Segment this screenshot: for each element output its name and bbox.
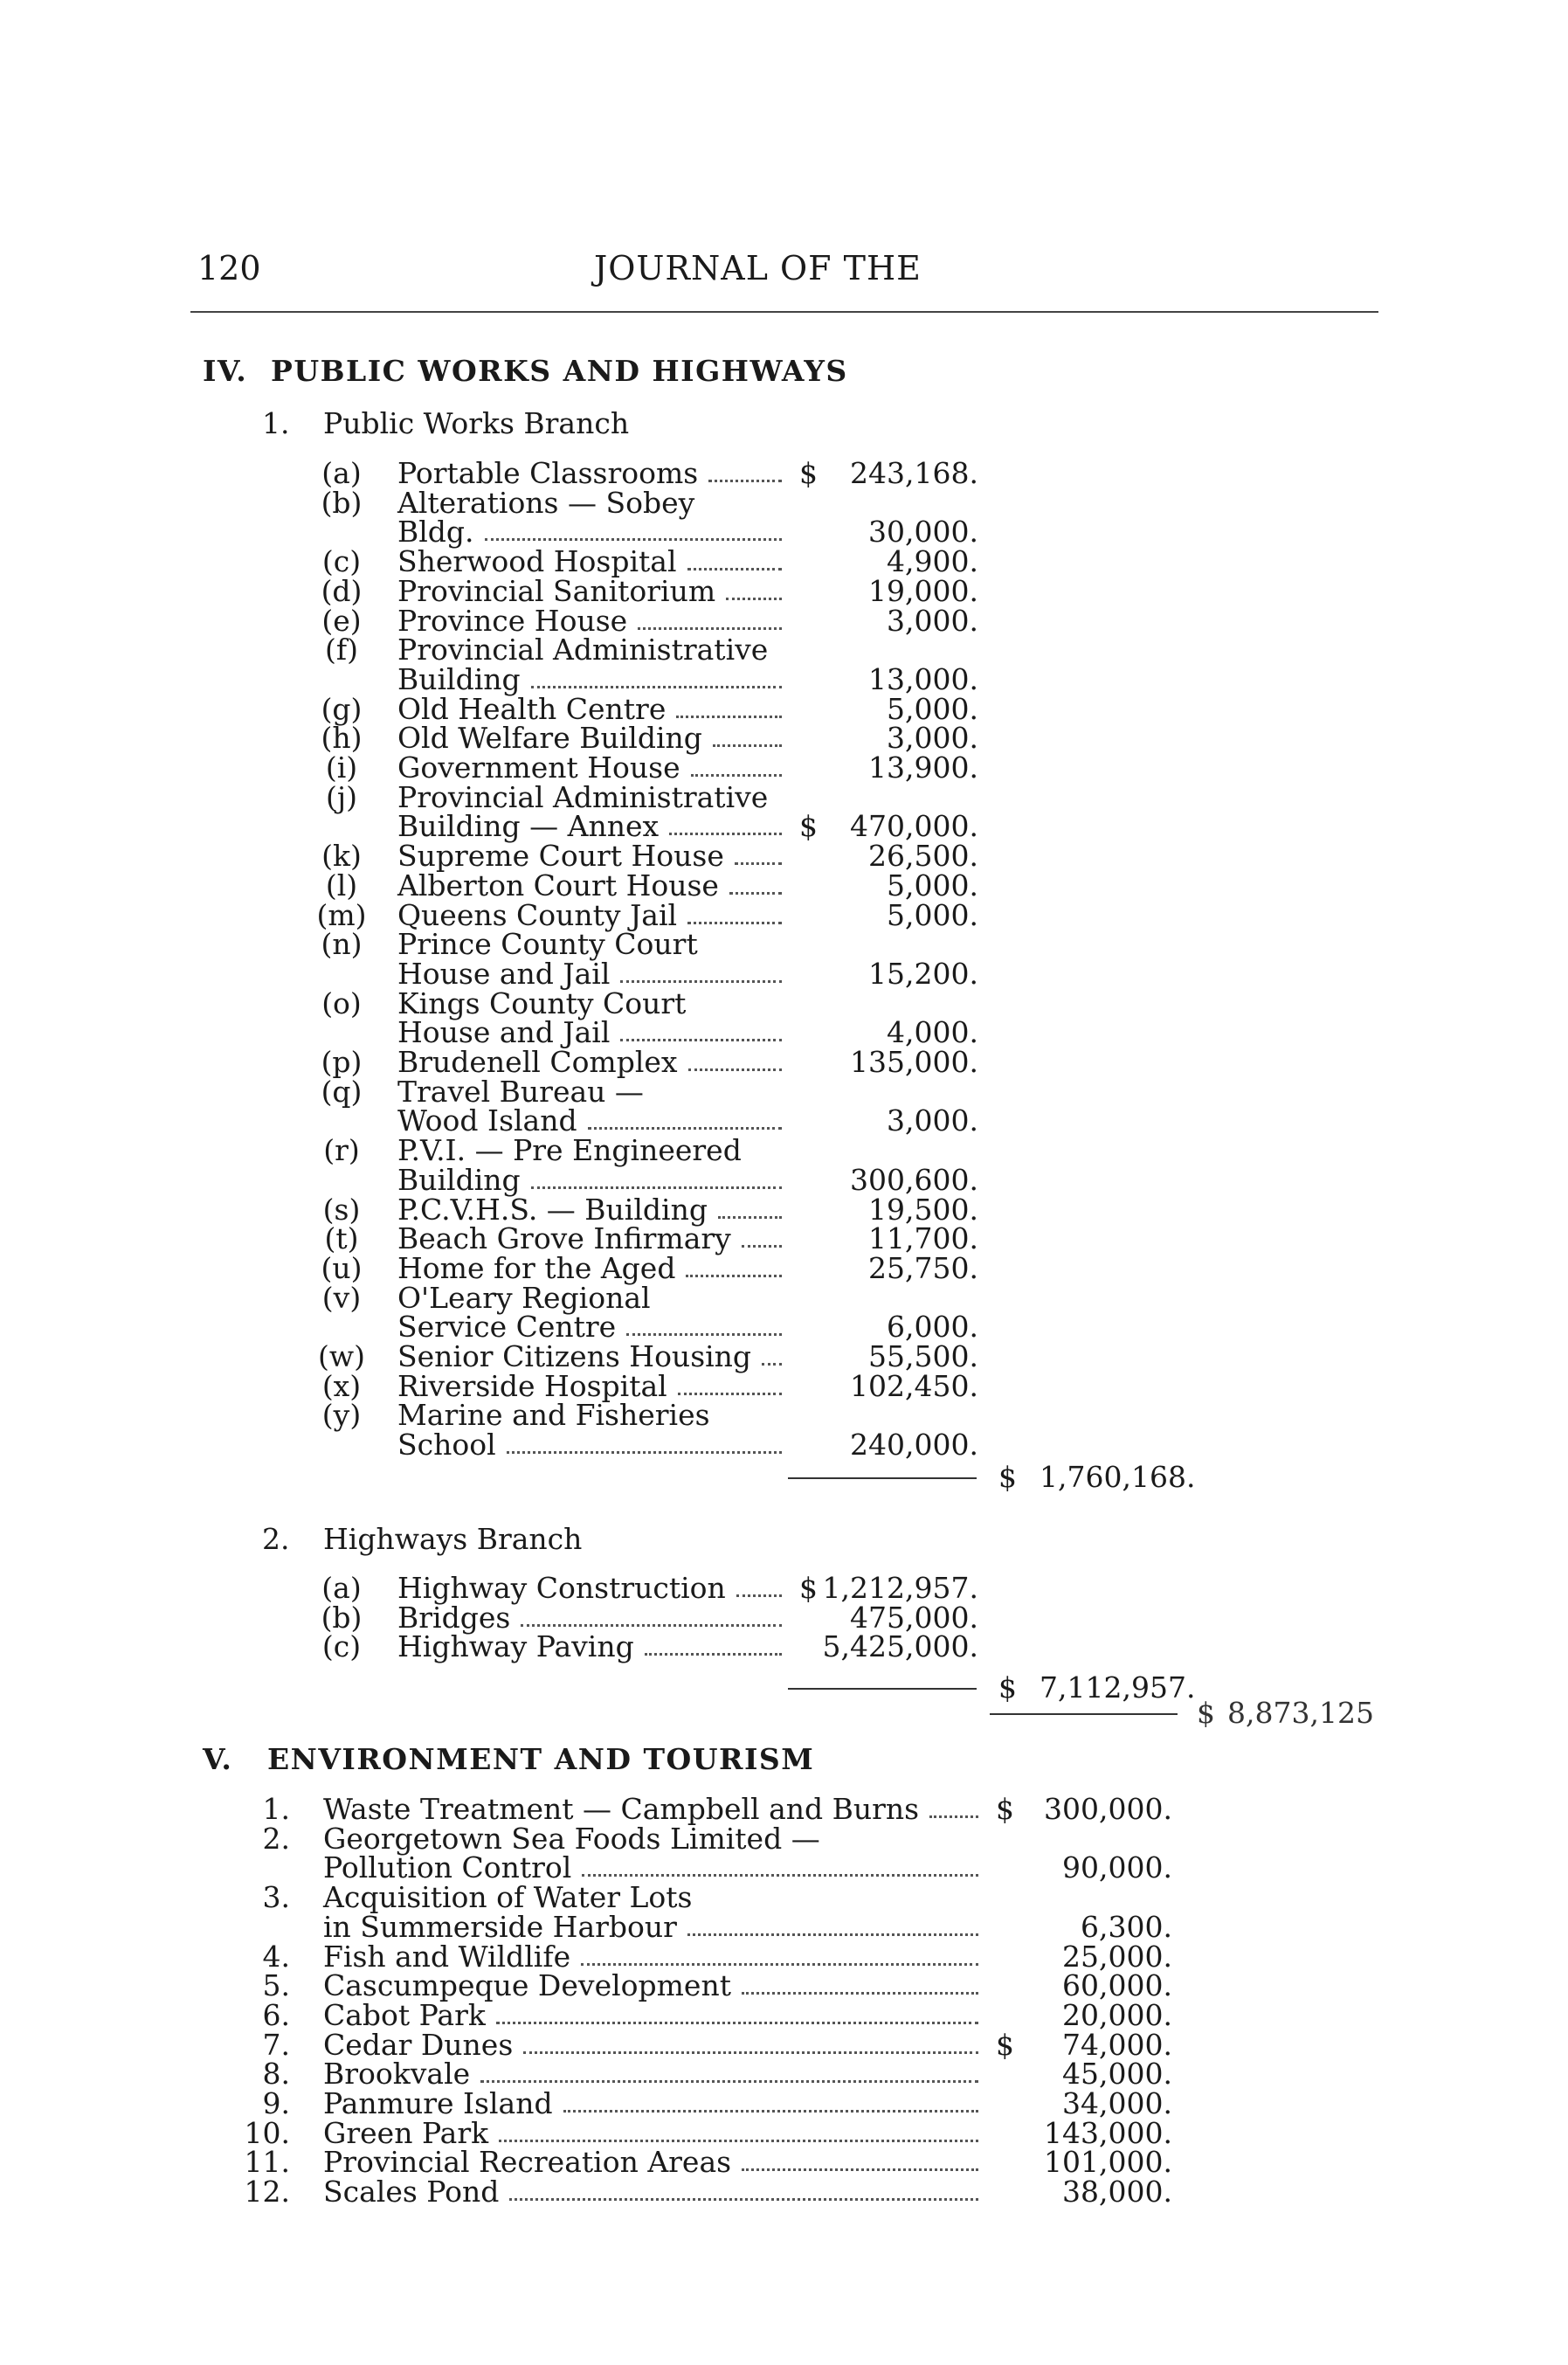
item-amount: 300,000. (1044, 1792, 1172, 1826)
item-label: (i) (325, 750, 358, 785)
dot-leader (742, 1973, 978, 1995)
dot-leader (736, 1575, 782, 1597)
item-amount: 3,000. (887, 1103, 978, 1138)
item-label: 4. (262, 1939, 290, 1974)
item-text: School (397, 1428, 496, 1463)
section-iv-total-rule (990, 1713, 1178, 1715)
item-amount: 102,450. (850, 1368, 978, 1403)
highways-total: 7,112,957. (1040, 1670, 1196, 1705)
item-label: (s) (322, 1192, 361, 1227)
item-text: Queens County Jail (397, 897, 678, 932)
item-amount: 475,000. (850, 1600, 978, 1635)
item-text: Cedar Dunes (323, 2027, 514, 2062)
dot-leader (676, 696, 782, 718)
item-amount: 300,600. (850, 1162, 978, 1197)
item-amount: 74,000. (1062, 2027, 1172, 2062)
dot-leader (686, 1255, 782, 1277)
item-amount: 34,000. (1062, 2086, 1172, 2120)
dot-leader (687, 1914, 978, 1936)
item-text: Fish and Wildlife (323, 1939, 571, 1974)
item-text: Highway Construction (397, 1571, 726, 1605)
item-label: (y) (321, 1398, 362, 1433)
dot-leader (691, 755, 782, 777)
header-rule (190, 311, 1378, 313)
item-label: (t) (324, 1221, 359, 1256)
item-text: Home for the Aged (397, 1250, 676, 1285)
item-label: (h) (321, 721, 363, 756)
item-text: Supreme Court House (397, 839, 724, 874)
item-label: (j) (326, 779, 357, 814)
item-text: Georgetown Sea Foods Limited — (323, 1821, 820, 1856)
item-amount: 3,000. (887, 603, 978, 638)
item-text: Provincial Administrative (397, 633, 769, 667)
item-amount: 6,000. (887, 1310, 978, 1345)
item-label: 11. (244, 2145, 290, 2180)
highways-title: Highways Branch (323, 1522, 583, 1556)
item-label: 10. (244, 2115, 290, 2150)
item-text: O'Leary Regional (397, 1280, 651, 1315)
item-text: Provincial Recreation Areas (323, 2145, 732, 2180)
dot-leader (742, 2149, 978, 2171)
item-amount: 243,168. (850, 456, 978, 490)
item-text: Portable Classrooms (397, 456, 699, 490)
item-text: Building (397, 661, 521, 696)
item-label: 5. (262, 1968, 290, 2003)
dot-leader (582, 1855, 978, 1877)
section-v-title: ENVIRONMENT AND TOURISM (267, 1742, 815, 1776)
dot-leader (735, 843, 782, 865)
dot-leader (687, 902, 782, 924)
item-text: Alberton Court House (397, 868, 719, 902)
item-amount: 30,000. (868, 515, 978, 550)
item-text: Bldg. (397, 515, 474, 550)
dot-leader (718, 1197, 782, 1219)
dot-leader (480, 2061, 978, 2083)
item-label: 1. (262, 1792, 290, 1826)
item-text: Alterations — Sobey (397, 485, 695, 520)
dot-leader (729, 873, 782, 895)
item-text: Riverside Hospital (397, 1368, 667, 1403)
dot-leader (563, 2091, 978, 2113)
item-text: Bridges (397, 1600, 511, 1635)
item-label: (w) (318, 1339, 365, 1373)
item-amount: 6,300. (1081, 1909, 1172, 1944)
item-amount: 55,500. (868, 1339, 978, 1373)
dot-leader (742, 1226, 782, 1248)
public-works-total-rule (788, 1477, 977, 1479)
item-label: 7. (262, 2027, 290, 2062)
dot-leader (678, 1373, 782, 1395)
dot-leader (620, 961, 782, 983)
item-label: (q) (321, 1074, 363, 1109)
section-iv-numeral: IV. (203, 354, 248, 388)
item-text: House and Jail (397, 956, 611, 991)
dot-leader (521, 1605, 782, 1627)
item-text: Highway Paving (397, 1629, 634, 1664)
item-text: Provincial Administrative (397, 779, 769, 814)
item-label: (x) (321, 1368, 362, 1403)
item-amount: 240,000. (850, 1428, 978, 1463)
item-label: (r) (323, 1133, 360, 1168)
item-text: Marine and Fisheries (397, 1398, 710, 1433)
item-text: Brudenell Complex (397, 1045, 678, 1079)
item-amount: 5,000. (887, 868, 978, 902)
item-amount: 19,000. (868, 573, 978, 608)
item-text: Beach Grove Infirmary (397, 1221, 731, 1256)
item-text: Waste Treatment — Campbell and Burns (323, 1792, 920, 1826)
dot-leader (523, 2032, 978, 2054)
section-iv-grand-total-dollar: $ (1197, 1696, 1215, 1730)
item-label: (b) (321, 485, 363, 520)
item-dollar: $ (799, 1571, 818, 1605)
section-iv-grand-total: 8,873,125 (1227, 1696, 1374, 1730)
item-text: Provincial Sanitorium (397, 573, 716, 608)
item-text: Cabot Park (323, 1997, 486, 2032)
item-text: Prince County Court (397, 927, 698, 962)
item-text: Acquisition of Water Lots (323, 1880, 693, 1915)
dot-leader (708, 460, 782, 482)
section-v-numeral: V. (203, 1742, 233, 1776)
item-text: Kings County Court (397, 985, 687, 1020)
item-amount: 135,000. (850, 1045, 978, 1079)
item-label: (u) (321, 1250, 363, 1285)
public-works-number: 1. (262, 406, 290, 440)
item-label: (e) (321, 603, 362, 638)
running-title: JOURNAL OF THE (594, 249, 922, 287)
item-amount: 25,000. (1062, 1939, 1172, 1974)
item-amount: 143,000. (1044, 2115, 1172, 2150)
item-label: (m) (316, 897, 367, 932)
dot-leader (499, 2120, 978, 2142)
item-label: 8. (262, 2057, 290, 2092)
item-label: (b) (321, 1600, 363, 1635)
dot-leader (509, 2179, 978, 2201)
item-dollar: $ (996, 2027, 1014, 2062)
item-label: (c) (321, 1629, 362, 1664)
item-text: Panmure Island (323, 2086, 553, 2120)
item-amount: 26,500. (868, 839, 978, 874)
item-text: Service Centre (397, 1310, 617, 1345)
item-amount: 90,000. (1062, 1850, 1172, 1885)
item-dollar: $ (799, 809, 818, 844)
item-dollar: $ (799, 456, 818, 490)
item-text: Government House (397, 750, 680, 785)
item-label: 12. (244, 2175, 290, 2209)
item-text: Wood Island (397, 1103, 577, 1138)
item-label: (c) (321, 544, 362, 579)
item-label: (o) (321, 985, 362, 1020)
dot-leader (687, 549, 782, 571)
item-amount: 470,000. (850, 809, 978, 844)
dot-leader (531, 667, 782, 688)
dot-leader (620, 1020, 782, 1041)
page-number: 120 (197, 249, 261, 287)
dot-leader (669, 813, 782, 835)
item-amount: 4,900. (887, 544, 978, 579)
item-label: (n) (321, 927, 363, 962)
dot-leader (531, 1167, 782, 1189)
item-text: Cascumpeque Development (323, 1968, 731, 2003)
item-label: 2. (262, 1821, 290, 1856)
item-text: in Summerside Harbour (323, 1909, 677, 1944)
dot-leader (713, 725, 782, 747)
item-text: Building (397, 1162, 521, 1197)
item-label: 9. (262, 2086, 290, 2120)
item-label: 6. (262, 1997, 290, 2032)
item-text: Brookvale (323, 2057, 471, 2092)
dot-leader (581, 1944, 978, 1966)
dot-leader (507, 1432, 782, 1454)
dot-leader (626, 1314, 782, 1336)
highways-total-dollar: $ (998, 1670, 1017, 1705)
section-iv-title: PUBLIC WORKS AND HIGHWAYS (271, 354, 848, 388)
dot-leader (638, 608, 782, 630)
item-label: (a) (321, 1571, 362, 1605)
item-text: Senior Citizens Housing (397, 1339, 752, 1373)
item-label: (k) (321, 839, 362, 874)
item-amount: 19,500. (868, 1192, 978, 1227)
highways-total-rule (788, 1688, 977, 1690)
item-text: Old Health Centre (397, 691, 667, 726)
item-label: (p) (321, 1045, 363, 1079)
item-text: Pollution Control (323, 1850, 572, 1885)
item-amount: 5,000. (887, 691, 978, 726)
item-amount: 11,700. (868, 1221, 978, 1256)
item-text: Green Park (323, 2115, 489, 2150)
item-amount: 45,000. (1062, 2057, 1172, 2092)
item-text: P.C.V.H.S. — Building (397, 1192, 708, 1227)
item-text: Travel Bureau — (397, 1074, 644, 1109)
dot-leader (688, 1049, 782, 1071)
item-amount: 13,000. (868, 661, 978, 696)
item-amount: 5,000. (887, 897, 978, 932)
item-amount: 3,000. (887, 721, 978, 756)
item-label: (d) (321, 573, 363, 608)
item-label: 3. (262, 1880, 290, 1915)
item-label: (f) (325, 633, 358, 667)
dot-leader (929, 1796, 978, 1818)
item-text: Old Welfare Building (397, 721, 702, 756)
item-text: Province House (397, 603, 628, 638)
dot-leader (588, 1108, 782, 1130)
item-amount: 13,900. (868, 750, 978, 785)
item-label: (v) (321, 1280, 362, 1315)
item-amount: 4,000. (887, 1015, 978, 1050)
item-text: Building — Annex (397, 809, 660, 844)
item-amount: 1,212,957. (822, 1571, 978, 1605)
item-text: P.V.I. — Pre Engineered (397, 1133, 742, 1168)
public-works-total: 1,760,168. (1040, 1460, 1196, 1494)
item-label: (a) (321, 456, 362, 490)
item-amount: 20,000. (1062, 1997, 1172, 2032)
item-text: House and Jail (397, 1015, 611, 1050)
dot-leader (496, 2002, 978, 2024)
public-works-title: Public Works Branch (323, 406, 630, 440)
item-text: Scales Pond (323, 2175, 500, 2209)
item-amount: 60,000. (1062, 1968, 1172, 2003)
item-amount: 5,425,000. (822, 1629, 978, 1664)
highways-number: 2. (262, 1522, 290, 1556)
dot-leader (762, 1344, 782, 1366)
item-amount: 101,000. (1044, 2145, 1172, 2180)
item-label: (g) (321, 691, 363, 726)
dot-leader (485, 519, 782, 541)
item-amount: 38,000. (1062, 2175, 1172, 2209)
item-text: Sherwood Hospital (397, 544, 677, 579)
item-dollar: $ (996, 1792, 1014, 1826)
item-amount: 25,750. (868, 1250, 978, 1285)
public-works-total-dollar: $ (998, 1460, 1017, 1494)
dot-leader (645, 1634, 782, 1656)
dot-leader (726, 578, 782, 600)
item-amount: 15,200. (868, 956, 978, 991)
item-label: (l) (325, 868, 358, 902)
